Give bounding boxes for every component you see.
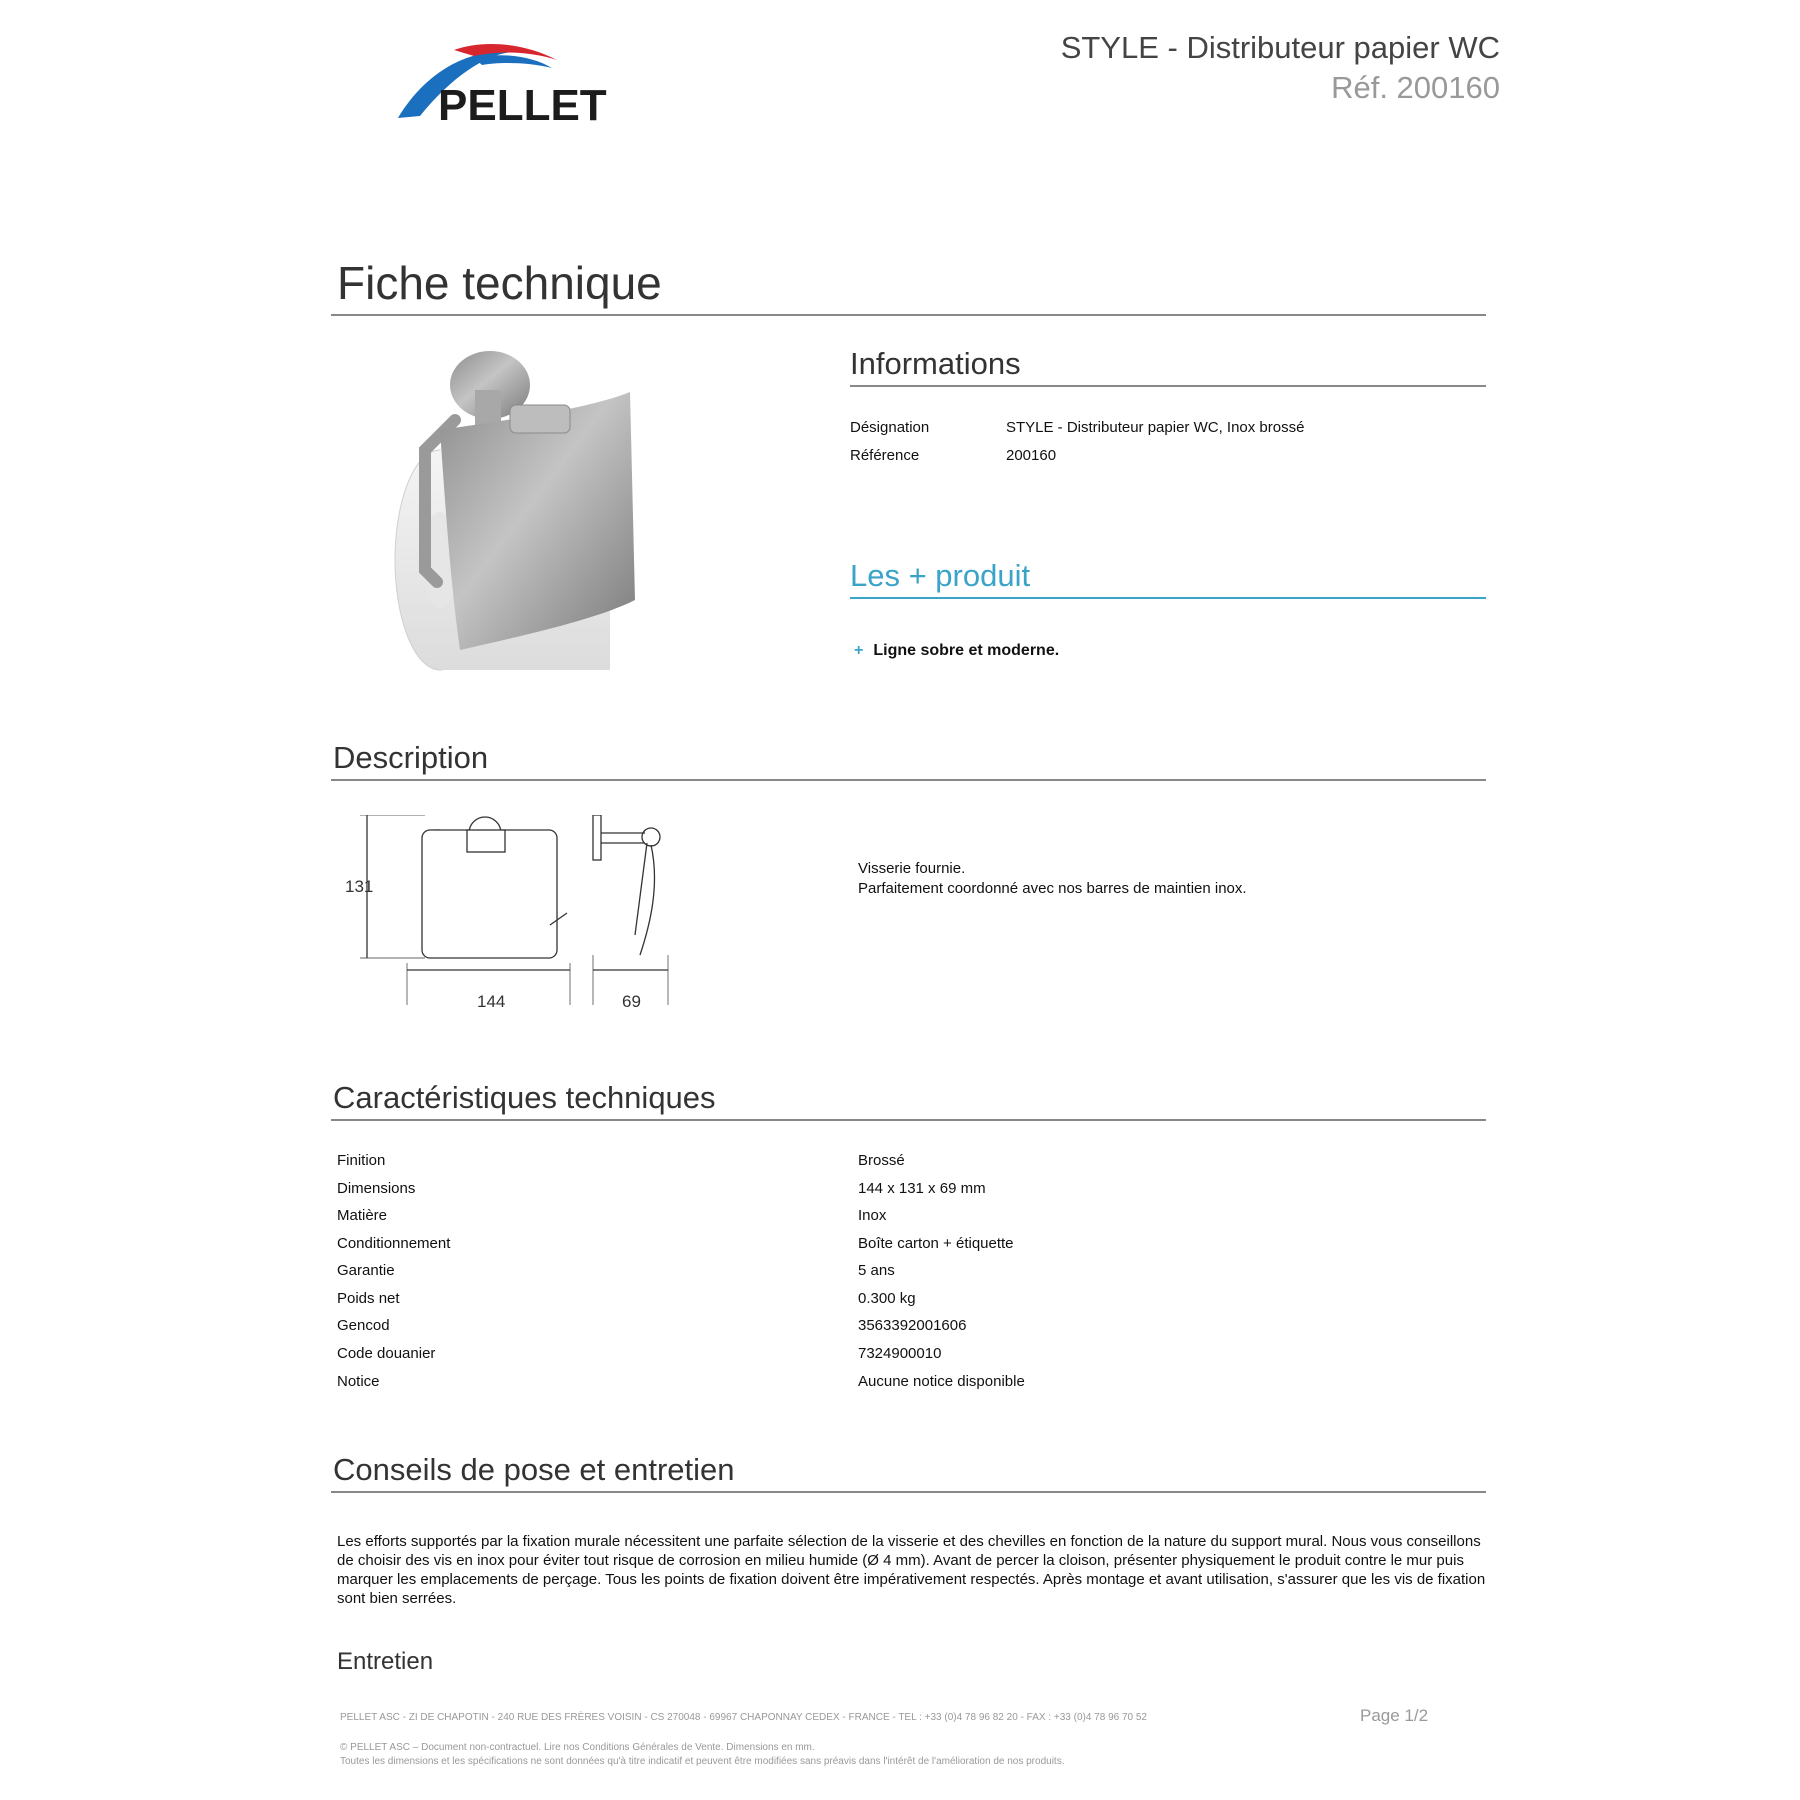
conseils-title: Conseils de pose et entretien <box>333 1452 735 1487</box>
footer-legal <box>340 1741 1064 1769</box>
description-line-1: Visserie fournie. <box>858 860 966 877</box>
spec-value-matiere: Inox <box>858 1207 887 1224</box>
conseils-divider <box>331 1491 1486 1493</box>
description-title: Description <box>333 740 489 775</box>
caracteristiques-divider <box>331 1119 1486 1121</box>
spec-value-dimensions: 144 x 131 x 69 mm <box>858 1180 986 1197</box>
spec-value-garantie: 5 ans <box>858 1262 895 1279</box>
les-plus-item-text: Ligne sobre et moderne. <box>873 642 1060 659</box>
description-divider <box>331 779 1486 781</box>
spec-value-poids: 0.300 kg <box>858 1290 916 1307</box>
spec-label-dimensions: Dimensions <box>337 1180 416 1197</box>
info-reference-value: 200160 <box>1006 447 1057 464</box>
spec-label-poids: Poids net <box>337 1290 400 1307</box>
info-designation-value: STYLE - Distributeur papier WC, Inox brossé <box>1006 419 1305 436</box>
page-title-divider <box>331 314 1486 316</box>
pellet-logo-icon <box>392 38 640 128</box>
svg-text:PELLET: PELLET <box>438 81 607 128</box>
dimension-depth-label: 69 <box>622 992 641 1011</box>
dimension-width-label: 144 <box>477 992 506 1011</box>
les-plus-title: Les + produit <box>850 558 1031 593</box>
page-title: Fiche technique <box>337 257 662 309</box>
spec-label-matiere: Matière <box>337 1207 388 1224</box>
dimension-diagram <box>345 815 685 1030</box>
footer-address: PELLET ASC - ZI DE CHAPOTIN - 240 RUE DES FRÈRES VOISIN - CS 270048 - 69967 CHAPONNAY CEDEX - FRANCE - TEL : +33 (0)4 78 96 82 20 - FAX : +33 (0)4 78 96 70 52 <box>340 1712 1147 1723</box>
spec-label-notice: Notice <box>337 1373 380 1390</box>
spec-label-gencod: Gencod <box>337 1317 390 1334</box>
spec-value-notice: Aucune notice disponible <box>858 1373 1025 1390</box>
entretien-subtitle: Entretien <box>337 1648 434 1675</box>
informations-title: Informations <box>850 346 1021 381</box>
brand-logo <box>392 38 640 128</box>
dimension-height-label: 131 <box>345 877 374 896</box>
spec-value-finition: Brossé <box>858 1152 905 1169</box>
spec-label-conditionnement: Conditionnement <box>337 1235 451 1252</box>
header-reference: Réf. 200160 <box>1331 70 1500 105</box>
spec-value-gencod: 3563392001606 <box>858 1317 967 1334</box>
spec-value-code-douanier: 7324900010 <box>858 1345 942 1362</box>
spec-label-code-douanier: Code douanier <box>337 1345 436 1362</box>
product-photo <box>355 350 715 700</box>
informations-divider <box>850 385 1486 387</box>
les-plus-divider <box>850 597 1486 599</box>
info-reference-label: Référence <box>850 447 920 464</box>
conseils-text: Les efforts supportés par la fixation murale nécessitent une parfaite sélection de la visserie et des chevilles en fonction de la nature du support mural. Nous vous conseillons de choisir des vis en inox pour éviter tout risque de corrosion en milieu humide (Ø 4 mm). Avant de percer la cloison, présenter physiquement le produit contre le mur puis marquer les emplacements de perçage. Tous les points de fixation doivent être impérativement respectés. Après montage et avant utilisation, s'assurer que les vis de fixation sont bien serrées. <box>337 1533 1486 1607</box>
spec-label-garantie: Garantie <box>337 1262 395 1279</box>
spec-value-conditionnement: Boîte carton + étiquette <box>858 1235 1014 1252</box>
plus-icon: + <box>854 642 864 659</box>
les-plus-item <box>854 642 1059 660</box>
description-line-2: Parfaitement coordonné avec nos barres de maintien inox. <box>858 880 1247 897</box>
caracteristiques-title: Caractéristiques techniques <box>333 1080 716 1115</box>
header-product-title: STYLE - Distributeur papier WC <box>1060 30 1500 65</box>
info-designation-label: Désignation <box>850 419 930 436</box>
footer-legal-line-2: Toutes les dimensions et les spécifications ne sont données qu'à titre indicatif et peuvent être modifiées sans préavis dans l'intérêt de l'amélioration de nos produits. <box>340 1756 1065 1767</box>
spec-label-finition: Finition <box>337 1152 386 1169</box>
footer-page-number: Page 1/2 <box>1360 1706 1429 1725</box>
footer-legal-line-1: © PELLET ASC – Document non-contractuel. Lire nos Conditions Générales de Vente. Dimensions en mm. <box>340 1742 815 1753</box>
